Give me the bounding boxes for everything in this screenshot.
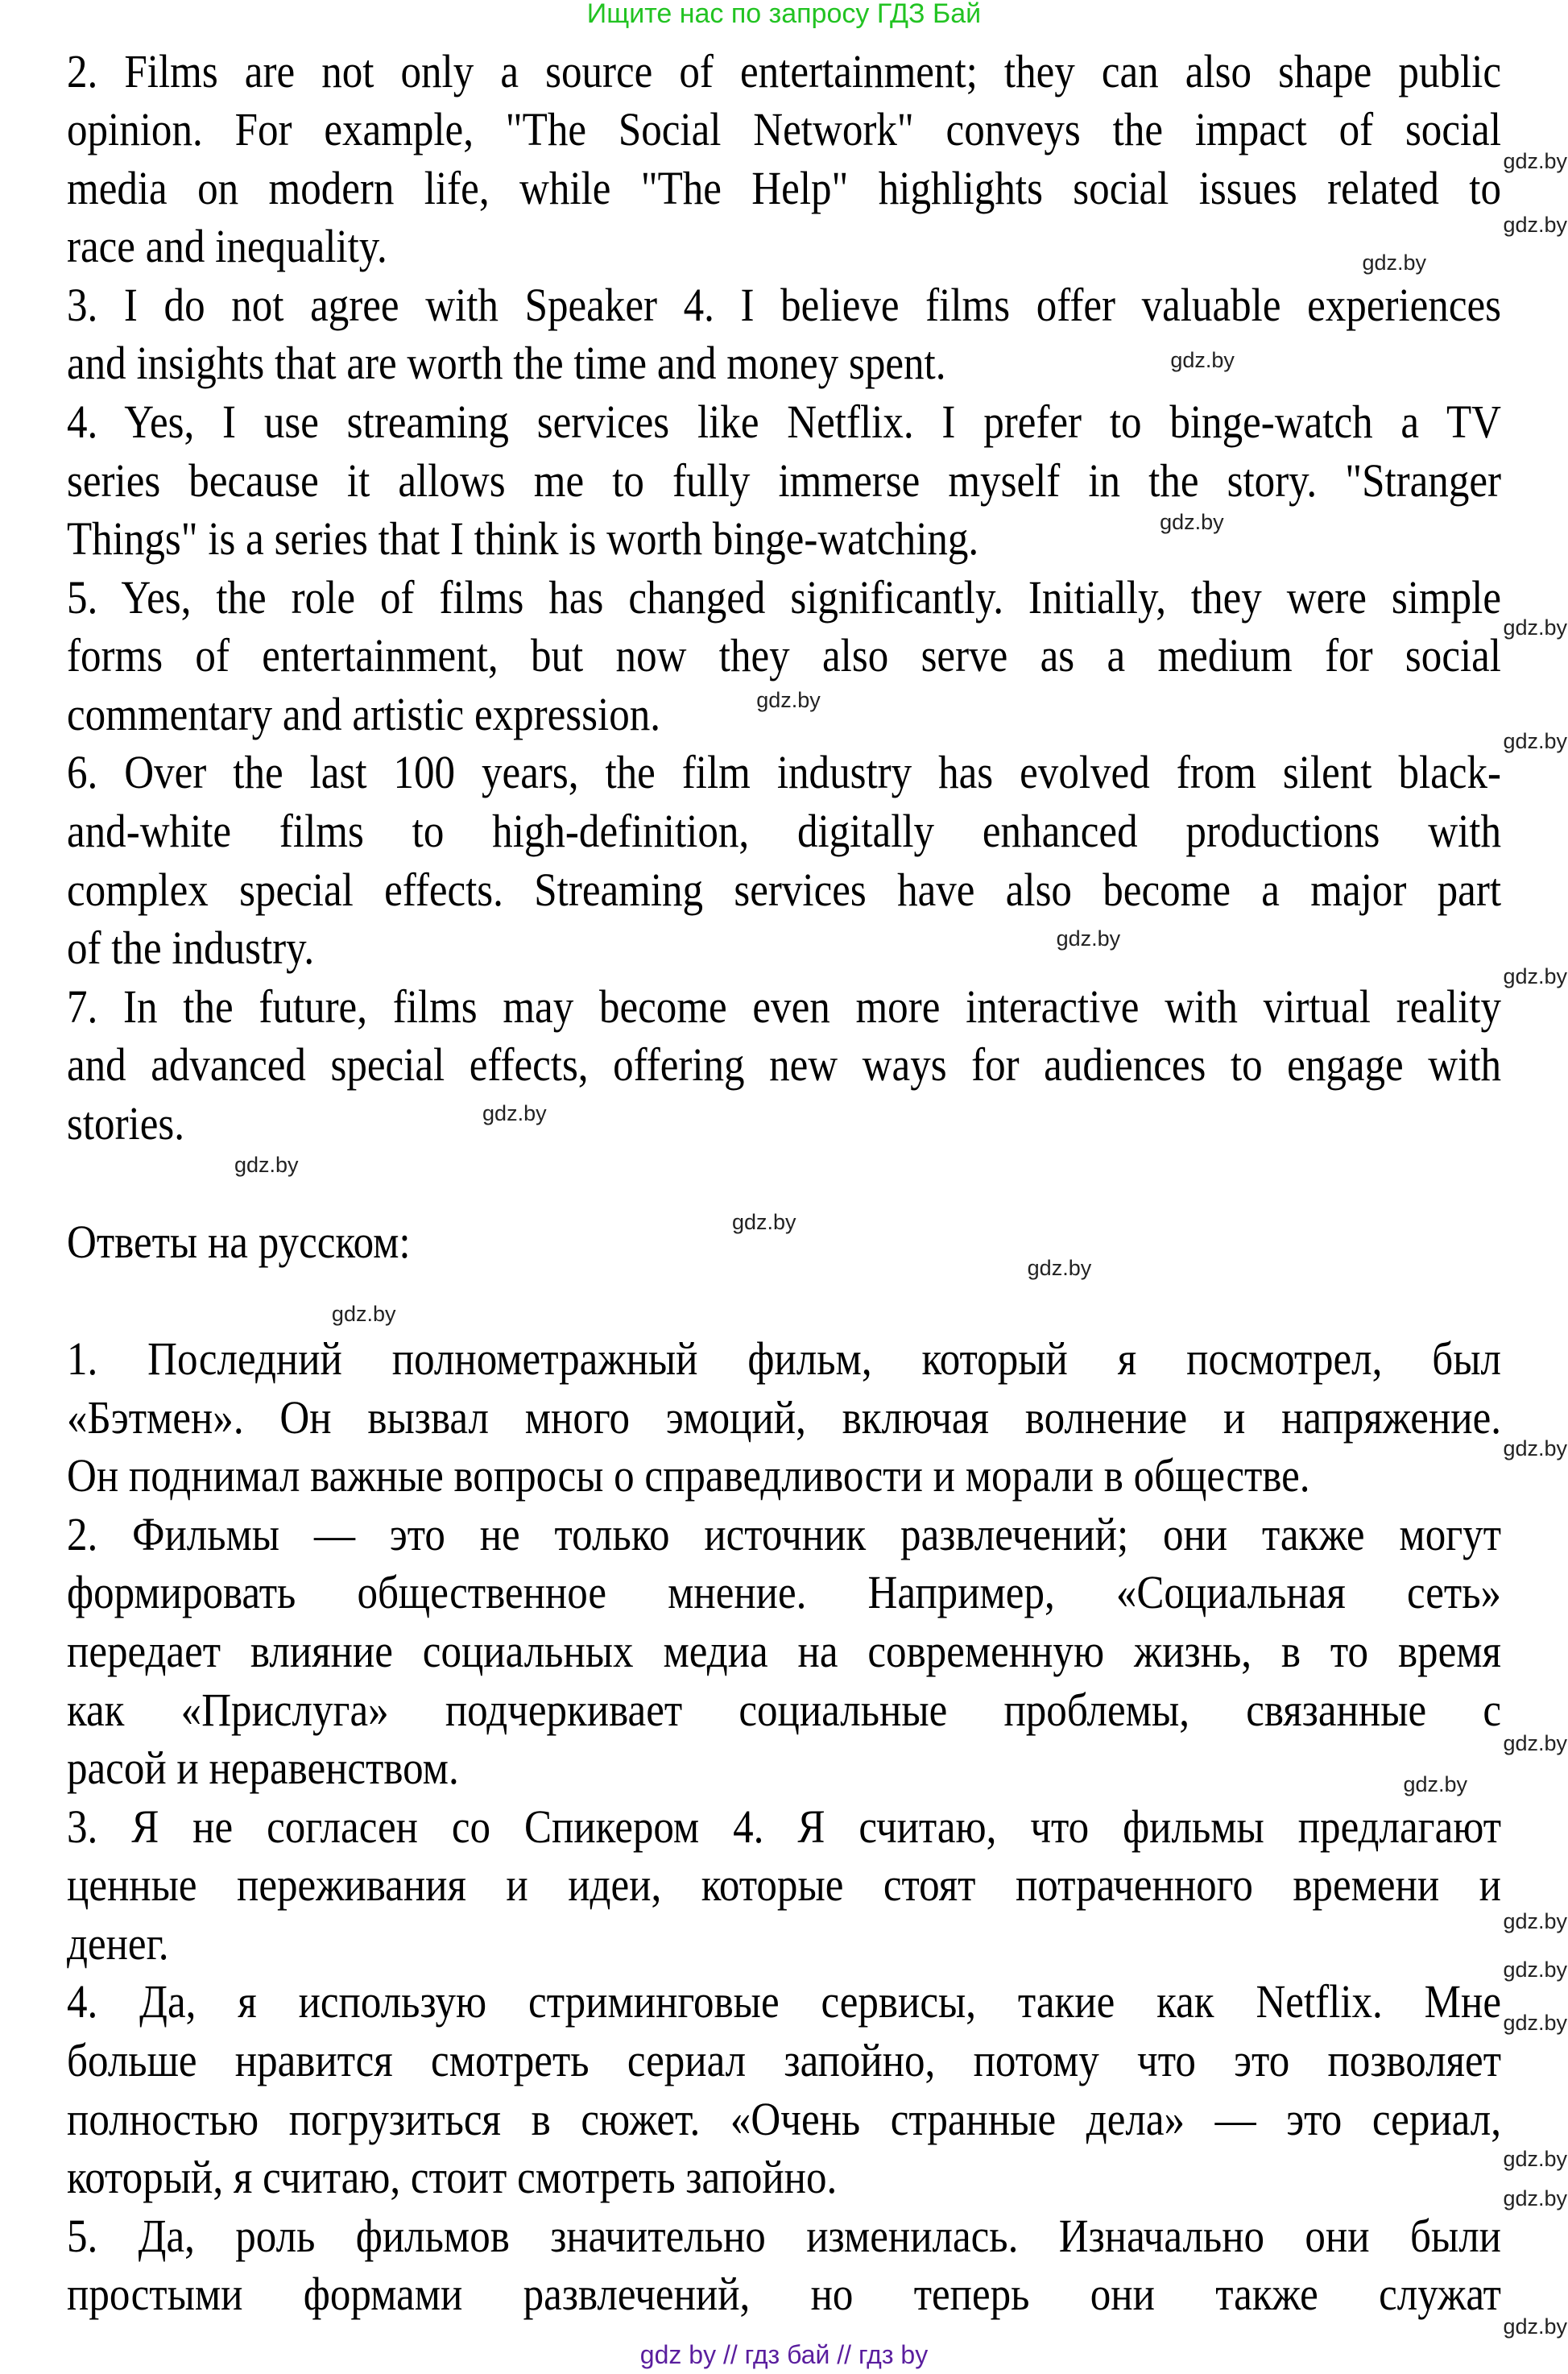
watermark: gdz.by — [1170, 347, 1235, 372]
text-line: 2. Фильмы — это не только источник развлечений; они также могут — [67, 1507, 1502, 1560]
watermark: gdz.by — [1027, 1255, 1092, 1280]
text-line: 5. Yes, the role of films has changed significantly. Initially, they were simple — [67, 570, 1501, 624]
watermark: gdz.by — [1503, 728, 1567, 753]
watermark: gdz.by — [1503, 212, 1567, 237]
text-line: and insights that are worth the time and money spent. — [67, 337, 946, 390]
watermark: gdz.by — [1503, 964, 1567, 989]
text-line: простыми формами развлечений, но теперь они также служат — [67, 2268, 1501, 2321]
text-line: commentary and artistic expression. — [67, 687, 661, 740]
text-line: of the industry. — [67, 922, 315, 975]
watermark: gdz.by — [756, 687, 821, 712]
text-line: расой и неравенством. — [67, 1742, 459, 1795]
bottom-banner: gdz by // гдз бай // гдз by — [639, 2340, 929, 2369]
text-line: 4. Да, я использую стриминговые сервисы, такие как Netflix. Мне — [67, 1975, 1501, 2028]
text-line: and-white films to high-definition, digitally enhanced productions with — [67, 805, 1501, 858]
text-line: ценные переживания и идеи, которые стоят потраченного времени и — [67, 1858, 1501, 1912]
text-line: формировать общественное мнение. Например, «Социальная сеть» — [67, 1566, 1501, 1619]
watermark: gdz.by — [1362, 251, 1427, 276]
watermark: gdz.by — [1503, 2186, 1567, 2211]
text-line: который, я считаю, стоит смотреть запойно. — [67, 2151, 838, 2204]
text-line: race and inequality. — [67, 220, 387, 273]
watermark: gdz.by — [1503, 1436, 1567, 1461]
watermark: gdz.by — [1160, 510, 1224, 535]
text-line: 6. Over the last 100 years, the film industry has evolved from silent black- — [67, 746, 1502, 799]
watermark: gdz.by — [1403, 1771, 1468, 1796]
text-line: полностью погрузиться в сюжет. «Очень странные дела» — это сериал, — [67, 2092, 1501, 2145]
top-banner: Ищите нас по запросу ГДЗ Бай — [586, 0, 982, 29]
text-line: media on modern life, while "The Help" highlights social issues related to — [67, 161, 1501, 214]
watermark: gdz.by — [1503, 615, 1567, 640]
text-line: 3. I do not agree with Speaker 4. I believe films offer valuable experiences — [67, 278, 1502, 331]
watermark: gdz.by — [1503, 148, 1567, 173]
text-line: complex special effects. Streaming services have also become a major part — [67, 863, 1501, 916]
text-line: 7. In the future, films may become even more interactive with virtual reality — [67, 980, 1501, 1033]
text-line: больше нравится смотреть сериал запойно, потому что это позволяет — [67, 2033, 1501, 2086]
text-line: 2. Films are not only a source of entertainment; they can also shape public — [67, 44, 1502, 97]
text-line: Things" is a series that I think is worth binge-watching. — [67, 512, 979, 566]
text-line: Он поднимал важные вопросы о справедливости и морали в обществе. — [67, 1449, 1310, 1502]
watermark: gdz.by — [482, 1100, 547, 1125]
text-line: как «Прислуга» подчеркивает социальные проблемы, связанные с — [67, 1683, 1501, 1736]
text-line: forms of entertainment, but now they also serve as a medium for social — [67, 629, 1501, 682]
watermark: gdz.by — [234, 1152, 299, 1177]
text-line: and advanced special effects, offering new ways for audiences to engage with — [67, 1038, 1501, 1092]
watermark: gdz.by — [1503, 2314, 1567, 2339]
watermark: gdz.by — [331, 1301, 396, 1326]
watermark: gdz.by — [1503, 1730, 1567, 1755]
text-line: 5. Да, роль фильмов значительно изменилась. Изначально они были — [67, 2209, 1501, 2262]
russian-heading: Ответы на русском: — [67, 1215, 411, 1268]
text-line: передает влияние социальных медиа на современную жизнь, в то время — [67, 1624, 1502, 1677]
text-line: 4. Yes, I use streaming services like Netflix. I prefer to binge-watch a TV — [67, 396, 1502, 449]
watermark: gdz.by — [1503, 2147, 1567, 2172]
text-line: stories. — [67, 1096, 185, 1150]
text-line: денег. — [67, 1916, 169, 1970]
text-line: «Бэтмен». Он вызвал много эмоций, включая волнение и напряжение. — [67, 1390, 1502, 1444]
watermark: gdz.by — [1503, 1957, 1567, 1982]
watermark: gdz.by — [1503, 1908, 1567, 1933]
text-line: 3. Я не согласен со Спикером 4. Я считаю, что фильмы предлагают — [67, 1800, 1501, 1853]
text-line: opinion. For example, "The Social Network" conveys the impact of social — [67, 103, 1501, 156]
watermark: gdz.by — [1503, 2010, 1567, 2035]
text-line: series because it allows me to fully immerse myself in the story. "Stranger — [67, 454, 1501, 507]
text-line: 1. Последний полнометражный фильм, который я посмотрел, был — [67, 1332, 1502, 1386]
watermark: gdz.by — [1056, 926, 1121, 951]
watermark: gdz.by — [731, 1210, 796, 1235]
